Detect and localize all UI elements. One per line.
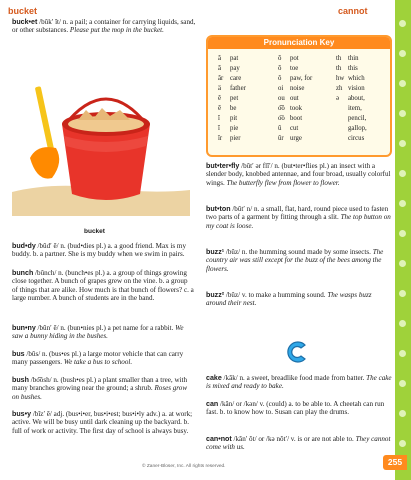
pronunciation-symbol: oi: [278, 85, 284, 92]
pronunciation-key-title: Pronunciation Key: [208, 37, 390, 49]
pronunciation-cell: [336, 84, 392, 94]
pronunciation-cell: [278, 114, 336, 124]
pronunciation-cell: [218, 114, 278, 124]
strip-dot: [399, 290, 406, 297]
pronunciation-example: pot: [290, 55, 299, 62]
pronunciation-example: pencil,: [348, 115, 367, 122]
pronunciation-symbol: th: [336, 65, 342, 72]
strip-dot: [399, 320, 406, 327]
copyright-notice: © Zaner-Bloser, Inc. All rights reserved.: [142, 464, 226, 469]
pronunciation-symbol: ûr: [278, 135, 284, 142]
pronunciation-cell: [218, 94, 278, 104]
entry-buzz-verb: buzz² /bŭz/ v. to make a humming sound. The wasps buzz around their nest.: [206, 291, 372, 308]
pronunciation-cell: [218, 64, 278, 74]
pronunciation-symbol: ō: [278, 55, 282, 62]
pronunciation-cell: [218, 124, 278, 134]
entry-buddy: bud•dy /bŭd′ ē/ n. (bud•dies pl.) a. a good friend. Max is my buddy. b. a partner. She is my buddy when we swim in pairs.: [12, 242, 186, 259]
strip-dot: [399, 410, 406, 417]
pronunciation-example: took: [290, 105, 303, 112]
pronunciation-example: pit: [230, 115, 238, 122]
strip-dot: [399, 140, 406, 147]
pronunciation-symbol: ĭ: [218, 115, 220, 122]
pronunciation-symbol: ə: [336, 95, 340, 102]
pronunciation-cell: [278, 94, 336, 104]
strip-dot: [399, 380, 406, 387]
strip-dot: [399, 350, 406, 357]
pronunciation-symbol: ē: [218, 105, 222, 112]
pronunciation-example: care: [230, 75, 242, 82]
pronunciation-key: [206, 35, 392, 157]
bucket-illustration-icon: [12, 66, 190, 216]
pronunciation-example: cut: [290, 125, 299, 132]
pronunciation-cell: [336, 64, 392, 74]
entry-bucket: buck•et /bŭk′ ĭt/ n. a pail; a container for carrying liquids, sand, or other substances. Please put the mop in the bucket.: [12, 18, 196, 35]
pronunciation-cell: [218, 54, 278, 64]
pronunciation-example: boot: [290, 115, 303, 122]
strip-dot: [399, 50, 406, 57]
pronunciation-symbol: ō: [278, 65, 282, 72]
pronunciation-example: pet: [230, 95, 239, 102]
pronunciation-symbol: ā: [218, 65, 222, 72]
pronunciation-cell: [278, 84, 336, 94]
entry-buzz-noun: buzz¹ /bŭz/ n. the humming sound made by some insects. The country air was still except for the buzz of the bees among the flowers.: [206, 248, 384, 273]
pronunciation-cell: [336, 74, 392, 84]
strip-dot: [399, 440, 406, 447]
entry-bunny: bun•ny /bŭn′ ē/ n. (bun•nies pl.) a pet name for a rabbit. We saw a bunny hiding in the bushes.: [12, 324, 184, 341]
pronunciation-cell: [336, 94, 392, 104]
pronunciation-cell: [218, 104, 278, 114]
pronunciation-example: thin: [348, 55, 359, 62]
pronunciation-symbol: ô: [278, 75, 282, 82]
strip-dot: [399, 260, 406, 267]
pronunciation-symbol: âr: [218, 75, 224, 82]
pronunciation-cell: [336, 104, 392, 114]
pronunciation-symbol: o͞o: [278, 115, 285, 122]
entry-button: but•ton /bŭt′ n/ n. a small, flat, hard, round piece used to fasten two parts of a garment by fitting through a slit. The top button on my coat is loose.: [206, 205, 391, 230]
pronunciation-example: which: [348, 75, 365, 82]
pronunciation-example: circus: [348, 135, 365, 142]
pronunciation-symbol: ī: [218, 125, 220, 132]
entry-butterfly: but•ter•fly /bŭt′ ər flī′/ n. (but•ter•flies pl.) an insect with a slender body, knobbed antennae, and four broad, usually colorful wings. The butterfly flew from flower to flower.: [206, 162, 391, 187]
pronunciation-symbol: ŭ: [278, 125, 282, 132]
entry-can: can /kăn/ or /kən/ v. (could) a. to be able to. A cheetah can run fast. b. to know how to. Susan can play the drums.: [206, 400, 385, 417]
pronunciation-key-grid: [208, 49, 390, 144]
pronunciation-example: toe: [290, 65, 299, 72]
pronunciation-cell: [278, 104, 336, 114]
photo-caption: bucket: [84, 228, 105, 235]
pronunciation-symbol: zh: [336, 85, 343, 92]
pronunciation-symbol: hw: [336, 75, 345, 82]
pronunciation-symbol: th: [336, 55, 342, 62]
pronunciation-example: paw, for: [290, 75, 313, 82]
pronunciation-cell: [278, 134, 336, 144]
pronunciation-cell: [218, 134, 278, 144]
pronunciation-example: about,: [348, 95, 365, 102]
strip-dot: [399, 230, 406, 237]
guide-word-left: bucket: [8, 6, 38, 16]
pronunciation-cell: [278, 64, 336, 74]
entry-bunch: bunch /bŭnch/ n. (bunch•es pl.) a. a group of things growing close together. A bunch of grapes grew on the vine. b. a group of things that are alike. How much is that bunch of flowers? c. a large number. A bunch of students are in the band.: [12, 269, 194, 302]
pronunciation-example: be: [230, 105, 237, 112]
pronunciation-example: urge: [290, 135, 302, 142]
entry-cannot: can•not /kăn′ ŏt/ or /kə nŏt′/ v. is or are not able to. They cannot come with us.: [206, 435, 391, 452]
pronunciation-example: pat: [230, 55, 239, 62]
pronunciation-symbol: ĕ: [218, 95, 222, 102]
pronunciation-example: pay: [230, 65, 240, 72]
strip-dot: [399, 110, 406, 117]
page-number: 255: [383, 455, 407, 470]
pronunciation-cell: [278, 54, 336, 64]
letter-c-icon: [283, 338, 311, 366]
pronunciation-example: item,: [348, 105, 362, 112]
entry-cake: cake /kāk/ n. a sweet, breadlike food made from batter. The cake is mixed and ready to bake.: [206, 374, 392, 391]
pronunciation-example: out: [290, 95, 299, 102]
pronunciation-example: father: [230, 85, 246, 92]
entry-busy: bus•y /bĭz′ ē/ adj. (bus•i•er, bus•i•est; bus•i•ly adv.) a. at work; active. We will be busy until dark cleaning up the backyard. b. full of work or activity. The first day of school is always busy.: [12, 410, 193, 435]
entry-bus: bus /bŭs/ n. (bus•es pl.) a large motor vehicle that can carry many passengers. We take a bus to school.: [12, 350, 184, 367]
pronunciation-example: this: [348, 65, 358, 72]
strip-dot: [399, 20, 406, 27]
pronunciation-example: pier: [230, 135, 241, 142]
pronunciation-symbol: o͝o: [278, 105, 285, 112]
pronunciation-example: noise: [290, 85, 305, 92]
strip-dot: [399, 170, 406, 177]
pronunciation-cell: [336, 114, 392, 124]
entry-bush: bush /bo͝osh/ n. (bush•es pl.) a plant smaller than a tree, with many branches growing near the ground; a shrub. Roses grow on bushes.: [12, 376, 188, 401]
pronunciation-cell: [336, 124, 392, 134]
bucket-photo: [12, 66, 190, 216]
pronunciation-example: vision: [348, 85, 365, 92]
pronunciation-symbol: ä: [218, 85, 222, 92]
pronunciation-symbol: ă: [218, 55, 222, 62]
strip-dot: [399, 200, 406, 207]
pronunciation-symbol: îr: [218, 135, 223, 142]
pronunciation-symbol: ou: [278, 95, 285, 102]
pronunciation-cell: [278, 74, 336, 84]
pronunciation-cell: [336, 54, 392, 64]
pronunciation-cell: [218, 84, 278, 94]
strip-dot: [399, 80, 406, 87]
decorative-side-strip: [395, 0, 411, 480]
pronunciation-cell: [336, 134, 392, 144]
pronunciation-example: gallop,: [348, 125, 367, 132]
pronunciation-example: pie: [230, 125, 239, 132]
pronunciation-cell: [278, 124, 336, 134]
guide-word-right: cannot: [338, 6, 368, 16]
pronunciation-cell: [218, 74, 278, 84]
